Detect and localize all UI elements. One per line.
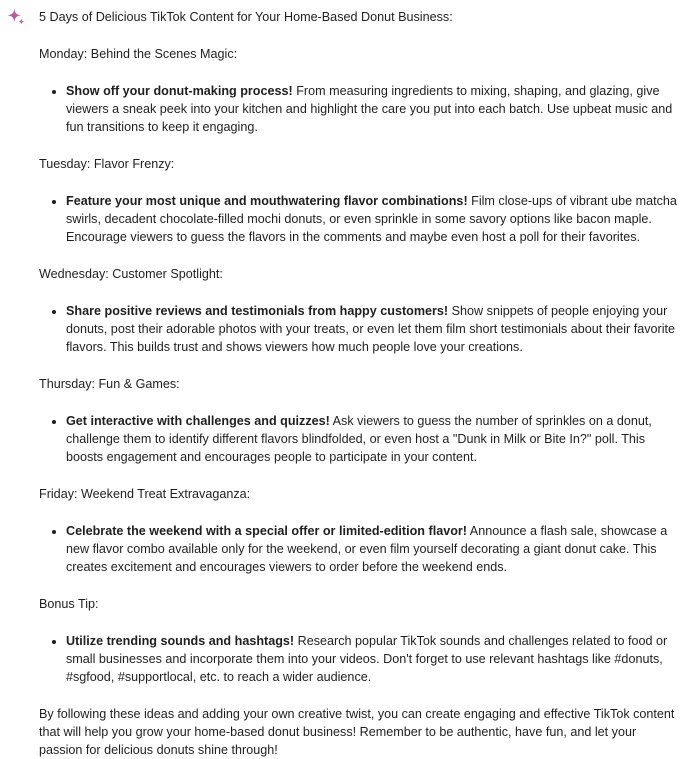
section-title: Friday: Weekend Treat Extravaganza: [39, 487, 251, 501]
section-title: Wednesday: Customer Spotlight: [39, 267, 223, 281]
bullet-highlight: Celebrate the weekend with a special offer or limited-edition flavor! [66, 524, 467, 538]
response-closing: By following these ideas and adding your own creative twist, you can create engaging and effective TikTok content that will help you grow your home-based donut business! Remember to be authentic, have fun, and let your passion for delicious donuts shine through! [39, 707, 675, 757]
bullet-list [39, 522, 679, 576]
bullet-highlight: Feature your most unique and mouthwatering flavor combinations! [66, 194, 468, 208]
sparkle-icon [6, 7, 26, 27]
list-item [66, 82, 679, 136]
bullet-text: Show snippets of people enjoying your donuts, post their adorable photos with your treats, or even let them film short testimonials about their favorite flavors. This builds trust and shows viewers how much people love your creations. [66, 304, 676, 354]
bullet-highlight: Utilize trending sounds and hashtags! [66, 634, 295, 648]
section-wednesday [39, 265, 679, 356]
assistant-response [39, 8, 679, 759]
section-tuesday [39, 155, 679, 246]
bullet-list [39, 302, 679, 356]
section-title: Monday: Behind the Scenes Magic: [39, 47, 238, 61]
bullet-text: Research popular TikTok sounds and challenges related to food or small businesses and incorporate them into your videos. Don't forget to use relevant hashtags like #donuts, #sgfood, #supportlocal, etc. to reach a wider audience. [66, 634, 668, 684]
section-title: Thursday: Fun & Games: [39, 377, 180, 391]
section-thursday [39, 375, 679, 466]
list-item [66, 302, 679, 356]
bullet-highlight: Share positive reviews and testimonials from happy customers! [66, 304, 449, 318]
bullet-text: From measuring ingredients to mixing, shaping, and glazing, give viewers a sneak peek into your kitchen and highlight the care you put into each batch. Use upbeat music and fun transitions to keep it engaging. [66, 84, 673, 134]
list-item [66, 632, 679, 686]
section-title: Tuesday: Flavor Frenzy: [39, 157, 175, 171]
list-item [66, 522, 679, 576]
section-friday [39, 485, 679, 576]
bullet-highlight: Get interactive with challenges and quizzes! [66, 414, 330, 428]
list-item [66, 412, 679, 466]
bullet-text: Film close-ups of vibrant ube matcha swirls, decadent chocolate-filled mochi donuts, or even sprinkle in some savory options like bacon maple. Encourage viewers to guess the flavors in the comments and maybe even host a poll for their favorites. [66, 194, 677, 244]
list-item [66, 192, 679, 246]
bullet-highlight: Show off your donut-making process! [66, 84, 293, 98]
bullet-list [39, 412, 679, 466]
response-intro: 5 Days of Delicious TikTok Content for Your Home-Based Donut Business: [39, 10, 453, 24]
bullet-list [39, 82, 679, 136]
section-title: Bonus Tip: [39, 597, 99, 611]
bullet-text: Ask viewers to guess the number of sprinkles on a donut, challenge them to identify different flavors blindfolded, or even host a "Dunk in Milk or Bite In?" poll. This boosts engagement and encourages people to participate in your content. [66, 414, 652, 464]
section-monday [39, 45, 679, 136]
section-bonus-tip [39, 595, 679, 686]
bullet-list [39, 632, 679, 686]
bullet-list [39, 192, 679, 246]
bullet-text: Announce a flash sale, showcase a new flavor combo available only for the weekend, or even film yourself decorating a giant donut cake. This creates excitement and encourages viewers to order before the weekend ends. [66, 524, 668, 574]
